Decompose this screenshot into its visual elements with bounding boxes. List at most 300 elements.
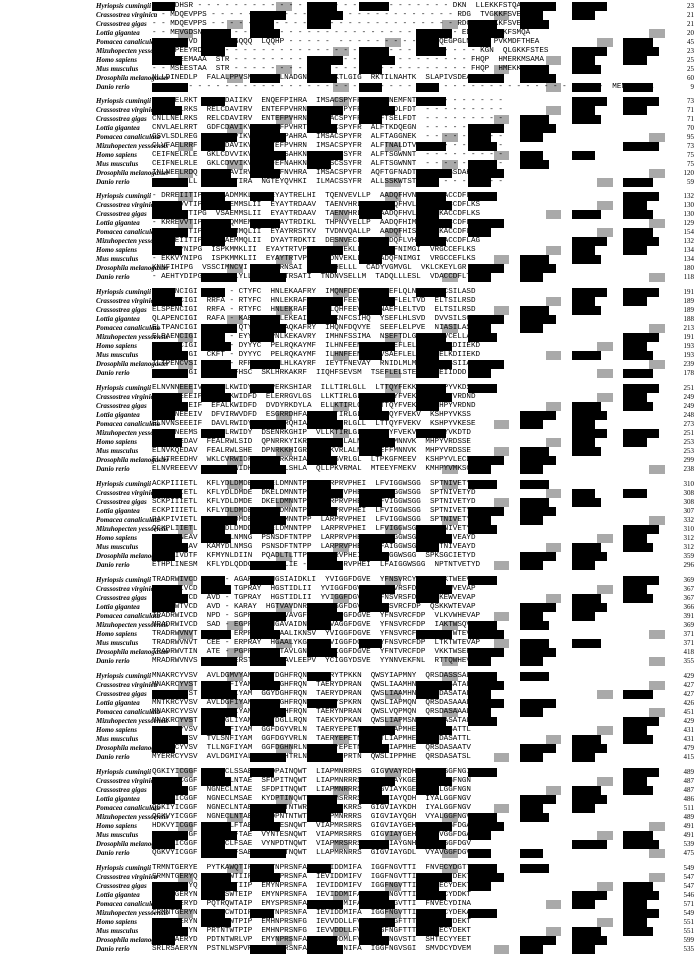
- sequence-row: SRMNTGERYQ PNTNTWTIIP EMYNPRSNFA IEVIDDMIFV IGGFNGVTTI FNVECYDEKT: [152, 873, 471, 881]
- sequence-row: ELNVNSEEEIF DAVLRWIDYD DPGRRQHIAQ LLKTIRLGLL LTTQYFVEKV KSHPYVKESE: [152, 420, 476, 428]
- species-name: Homo sapiens: [96, 151, 138, 159]
- conservation-shade: [468, 699, 504, 708]
- species-name: Lottia gigantea: [96, 219, 140, 227]
- residue-position: 23: [687, 47, 694, 55]
- conservation-shade: [623, 351, 653, 360]
- species-name: Mizuhopecten yessoensis: [96, 525, 169, 533]
- residue-position: 193: [683, 342, 694, 350]
- residue-position: 475: [683, 849, 694, 857]
- residue-position: 134: [683, 255, 694, 263]
- sequence-row: SRMNTGERYN PLTNSWTEIP EMYNPRSNFA IEVIDDMIFA IGGFNGVTTI FNVECYDDKT: [152, 891, 471, 899]
- conservation-shade: [572, 900, 595, 909]
- residue-position: 70: [687, 124, 694, 132]
- residue-position: 312: [683, 543, 694, 551]
- conservation-shade: [572, 47, 608, 56]
- species-name: Mus musculus: [96, 160, 139, 168]
- residue-position: 129: [683, 219, 694, 227]
- sequence-row: EICAENCIGI YKFA - CTYFC HNLEKAAFRY IMQNFDEVYS NSEFLQLNVE DVCSILASD: [152, 288, 476, 296]
- conservation-shade: [520, 151, 543, 160]
- species-name: Mus musculus: [96, 831, 139, 839]
- residue-position: 367: [683, 585, 694, 593]
- conservation-shade: [546, 489, 562, 498]
- sequence-row: FITPENCIGI HMITKDFHSC SKLHRKAKRF IIQHFSEVSM TSEFLELSTE HLLEIIDDD: [152, 369, 467, 377]
- sequence-row: ILTPENCVSI MGFA - RFREL EDLHLKAYRF IEYTFNEVAY RNIDLMLMSA DFYSSIIADH: [152, 360, 481, 368]
- conservation-shade: [649, 657, 665, 666]
- residue-position: 193: [683, 351, 694, 359]
- conservation-shade: [572, 795, 608, 804]
- conservation-shade: [623, 534, 646, 543]
- residue-position: 547: [683, 873, 694, 881]
- sequence-row: CSVLSDLREG RELCDAVIKV ESTEFPAHRA IMSACSPYFR ALFTAGGNEK - - - - - - - - -: [152, 133, 503, 141]
- conservation-shade: [572, 804, 595, 813]
- sequence-row: - AEHTYDIPG VSPDILYLLI QVAYTRSATI TNDNVSELLM TADQLLLESL VDACCDFLTS: [152, 273, 476, 281]
- conservation-shade: [649, 681, 665, 690]
- sequence-row: QGKIYICGGF NGNECLNTAE YYDPETNTWR LIAPMRKRRS GIGVIAYKDH IYALGGFNGV: [152, 804, 471, 812]
- conservation-shade: [597, 777, 613, 786]
- sequence-row: MHSRRCYVSV TVLSNFIYAM GGFDGYVRLN TAERYEPETN QWTLIAPMHE QRSDASATTL: [152, 735, 471, 743]
- residue-position: 479: [683, 744, 694, 752]
- sequence-row: MRADRWIVCD SAD - EGPRAY HGAVAIDNKV YVAGGFDGVE YFNSVRCFDP IAKTWSQVAP: [152, 621, 481, 629]
- species-name: Crassostrea virginica: [96, 201, 158, 209]
- conservation-shade: [623, 106, 646, 115]
- conservation-shade: [623, 840, 659, 849]
- species-name: Mus musculus: [96, 927, 139, 935]
- sequence-row: ELTPANCIGI RFFA - QTYFC HSLAQKAFRY IHQNFDQVYE SEEFLELPVE NIASILASD: [152, 324, 476, 332]
- species-name: Drosophila melanogaster: [96, 360, 169, 368]
- conservation-shade: [623, 47, 659, 56]
- conservation-shade: [572, 2, 608, 11]
- sequence-row: - NTREVVTIPG VSAEMMSLII EYAYTRDAAV TAENVHRLLP AADQFHVLGL VKACCDFLKS: [152, 210, 481, 218]
- species-name: Mus musculus: [96, 255, 139, 263]
- conservation-shade: [572, 351, 602, 360]
- conservation-shade: [572, 735, 602, 744]
- residue-position: 73: [687, 97, 694, 105]
- sequence-row: ELNVNSEEEIF EFALKWIDFD ELERRGVLGS LLKTIRLGLL LTTQYFVEKV KRHPYVRDND: [152, 393, 476, 401]
- sequence-row: - - - - - - - - - - - - - - - - - - - - - - - - - - - - - - - - - - - - - - - - - - - - - - - - - - MENFNSPTA: [152, 83, 654, 91]
- conservation-shade: [546, 927, 562, 936]
- conservation-shade: [546, 543, 562, 552]
- conservation-shade: [597, 393, 613, 402]
- species-name: Mizuhopecten yessoensis: [96, 909, 169, 917]
- conservation-shade: [520, 315, 556, 324]
- sequence-row: CEIFNELRLE GKLCDVVIKV NGFEFSAHKN ILCSCSSYFR ALFTSGWNNT - - - - - - - - -: [152, 151, 503, 159]
- sequence-row: - NQREVVTIPG VSPEMMQLII EYAYRRSTKV TVDNVQALLP AADQFHISGV VKACCDFLAC: [152, 228, 481, 236]
- residue-position: 120: [683, 169, 694, 177]
- sequence-row: - DRREIITIPG VSADMMKLII EYAYTRELHI TQENVEVLLP AADQFHVNGL VKACCDFLIS: [152, 192, 481, 200]
- conservation-shade: [623, 56, 646, 65]
- conservation-shade: [623, 918, 646, 927]
- residue-position: 371: [683, 630, 694, 638]
- residue-position: 180: [683, 264, 694, 272]
- conservation-shade: [597, 38, 613, 47]
- conservation-shade: [546, 594, 562, 603]
- conservation-shade: [468, 169, 504, 178]
- species-name: Lottia gigantea: [96, 795, 140, 803]
- residue-position: 307: [683, 507, 694, 515]
- conservation-shade: [468, 873, 504, 882]
- residue-position: 130: [683, 210, 694, 218]
- conservation-shade: [572, 498, 602, 507]
- sequence-row: MYERRCYVSV AVLDGMIYAL GGFDGHTRLN TAERYEPRTN QWSLIPPMHE QRSDASATSL: [152, 753, 471, 761]
- conservation-shade: [520, 255, 550, 264]
- residue-position: 426: [683, 699, 694, 707]
- sequence-row: CNVLAELRRT GDFCDAVIKV QSKRFPVHRT IMSACSPYFR ALFTKDQEGN - - - - - - - - -: [152, 124, 503, 132]
- species-name: Mizuhopecten yessoensis: [96, 429, 169, 437]
- species-name: Homo sapiens: [96, 246, 138, 254]
- conservation-shade: [520, 621, 550, 630]
- species-name: Hyriopsis cumingii: [96, 2, 152, 10]
- conservation-shade: [468, 822, 504, 831]
- sequence-row: TRADRWTVCD AVD - KARAY HGTVAVDNRV YVIGGFDGVE YFNSVRCFDP QSKKWTEVAP: [152, 603, 476, 611]
- conservation-shade: [468, 831, 491, 840]
- conservation-shade: [623, 576, 659, 585]
- species-name: Homo sapiens: [96, 534, 138, 542]
- residue-position: 308: [683, 489, 694, 497]
- conservation-shade: [520, 516, 543, 525]
- residue-position: 189: [683, 306, 694, 314]
- conservation-shade: [623, 210, 653, 219]
- conservation-shade: [572, 402, 602, 411]
- residue-position: 487: [683, 786, 694, 794]
- residue-position: 367: [683, 594, 694, 602]
- sequence-row: ACKPIIIETL KFLYDLDMDE DKELDMNNTPP LARPRVPHEI LFVIGGWSGG SPTNIVETYD: [152, 480, 476, 488]
- conservation-shade: [494, 945, 510, 954]
- sequence-row: - - MPEEYRD TT - - - - - - - - - - - - - - - - - - - - - - - - - - - - KGN QLGKKFSTES: [152, 47, 549, 55]
- conservation-shade: [623, 891, 659, 900]
- conservation-shade: [623, 393, 646, 402]
- residue-position: 213: [683, 324, 694, 332]
- species-name: Mus musculus: [96, 351, 139, 359]
- species-name: Crassostrea gigas: [96, 402, 147, 410]
- conservation-shade: [572, 447, 602, 456]
- sequence-row: DLNVKNEEMS FMAVLRWIDY DSENRKGHIP VLLKTIRLGL LTSQYFVEKV KSHPYVKDTD: [152, 429, 471, 437]
- species-name: Homo sapiens: [96, 918, 138, 926]
- residue-position: 249: [683, 402, 694, 410]
- conservation-shade: [649, 822, 665, 831]
- sequence-row: ELNVREEEVV FKAVLMWIDH NPDIRLSHLA QLLPKVRMAL MTEEYFMEKV KMHPYVMKSC: [152, 465, 471, 473]
- conservation-shade: [572, 97, 608, 106]
- conservation-shade: [649, 360, 665, 369]
- species-name: Lottia gigantea: [96, 29, 140, 37]
- conservation-shade: [546, 56, 562, 65]
- species-name: Lottia gigantea: [96, 699, 140, 707]
- conservation-shade: [623, 192, 659, 201]
- species-name: Danio rerio: [96, 178, 130, 186]
- conservation-shade: [572, 297, 595, 306]
- conservation-shade: [623, 900, 646, 909]
- species-name: Mizuhopecten yessoensis: [96, 47, 169, 55]
- conservation-shade: [468, 74, 504, 83]
- conservation-shade: [597, 918, 613, 927]
- residue-position: 451: [683, 708, 694, 716]
- residue-position: 25: [687, 56, 694, 64]
- residue-position: 431: [683, 735, 694, 743]
- sequence-row: QGKVYICGGF NGNECLMSAE KYDPTINQWT LIAPMSRRRS GIGVIAYQDH IYALGGFNGV: [152, 795, 471, 803]
- species-name: Danio rerio: [96, 753, 130, 761]
- sequence-row: - - MDQEVPPS - - - - - - - - - - - - - - - - - - - - - - - - - - - RDG QVGKKFSVEA: [152, 20, 526, 28]
- residue-position: 130: [683, 201, 694, 209]
- species-name: Danio rerio: [96, 369, 130, 377]
- sequence-row: KNNFIHIPG VSSCIMNCVI QYAYTRNSAI SESNVHELLL CADYVGMVGL VKLCKEYLGR: [152, 264, 467, 272]
- residue-position: 238: [683, 465, 694, 473]
- species-name: Pomacea canaliculata: [96, 612, 160, 620]
- conservation-shade: [572, 210, 602, 219]
- conservation-shade: [597, 831, 613, 840]
- sequence-row: METLISDSVD YTILGHGQQQ LQQHP - - - - - - - - - - - - - - QQ QEGPGLMEGT PVKMDFTHEA: [152, 38, 540, 46]
- sequence-row: - - MSEEMAAA STR - - - - - - - - - - - - - - - - - - - - - - - - - - FHQP HMERKMSAMA: [152, 56, 544, 64]
- sequence-row: ELSPENCIGI RRFA - RTYFC HNLEKRAFRY LLQHFEEVSL NAEFLELTVD ELTSILRSD: [152, 306, 476, 314]
- conservation-shade: [520, 561, 543, 570]
- conservation-shade: [520, 753, 543, 762]
- conservation-shade: [623, 142, 659, 151]
- conservation-shade: [572, 753, 595, 762]
- residue-position: 299: [683, 456, 694, 464]
- species-name: Crassostrea gigas: [96, 306, 147, 314]
- conservation-shade: [520, 133, 543, 142]
- sequence-row: - EKKVYNIPG ISPKMMKLII EYAYTRTVPI TPDNVEKLLA AADQFNIMGI VRGCCEFLKS: [152, 255, 476, 263]
- conservation-shade: [546, 106, 562, 115]
- conservation-shade: [572, 246, 595, 255]
- sequence-row: QGKVYICGGF NGNECLFSAE VYNPDTNQWT VIAPMRSRRS GVGVIAYGNH VYAVGGFDGV: [152, 840, 471, 848]
- conservation-shade: [468, 717, 498, 726]
- species-name: Crassostrea gigas: [96, 20, 147, 28]
- conservation-shade: [494, 804, 510, 813]
- species-name: Danio rerio: [96, 849, 130, 857]
- species-name: Mus musculus: [96, 447, 139, 455]
- conservation-shade: [572, 56, 595, 65]
- sequence-row: TRADRWIVCD AVD - TGPRAY HGSTIDLII YVIGGFDGVE YFNSVRSFDP MTKEWVEVAP: [152, 594, 476, 602]
- conservation-shade: [468, 708, 491, 717]
- conservation-shade: [520, 273, 543, 282]
- residue-position: 429: [683, 717, 694, 725]
- conservation-shade: [572, 106, 595, 115]
- residue-position: 132: [683, 237, 694, 245]
- conservation-shade: [649, 29, 665, 38]
- conservation-shade: [623, 342, 646, 351]
- sequence-row: ECKPIINEAV KAMYDLNMSG PSNSDFTNTPP LARPRVPHEI LFAIGGWSGG SPTNIVEAYD: [152, 543, 476, 551]
- conservation-shade: [597, 342, 613, 351]
- conservation-shade: [520, 744, 556, 753]
- residue-position: 248: [683, 411, 694, 419]
- conservation-shade: [597, 585, 613, 594]
- sequence-row: - - MDQEVPPS - - - - - - - - - - - - - - - - - - - - - - - - - - - RDG TVGKKFSVEA: [152, 11, 526, 19]
- alignment-block: [0, 384, 700, 474]
- conservation-shade: [546, 900, 562, 909]
- species-name: Homo sapiens: [96, 342, 138, 350]
- conservation-shade: [597, 228, 613, 237]
- conservation-shade: [468, 849, 491, 858]
- conservation-shade: [494, 420, 510, 429]
- species-name: Mizuhopecten yessoensis: [96, 813, 169, 821]
- sequence-row: CNLLNELRKS RELCDAVIRV ENTEFPVHRN IMSACSPYFR ALFTSELFDT - - - - - - - - -: [152, 115, 503, 123]
- conservation-shade: [623, 489, 646, 498]
- conservation-shade: [520, 74, 556, 83]
- species-name: Pomacea canaliculata: [96, 38, 160, 46]
- conservation-shade: [572, 237, 608, 246]
- sequence-row: TRADRWIVCD ALD - AGARAY HGSIAIDKLI YVIGGFDGVE YFNSVRCYDP VSKTWEEVAP: [152, 576, 481, 584]
- sequence-row: INLNEELRDQ NLLCDAVIRV GEDVFNVHRA IMSACSPYFR AQFTGFNADT PGCVDGSDAK: [152, 169, 471, 177]
- conservation-shade: [572, 891, 608, 900]
- conservation-shade: [623, 882, 653, 891]
- residue-position: 308: [683, 498, 694, 506]
- species-name: Crassostrea virginica: [96, 585, 158, 593]
- sequence-row: ELNVNNEEEIV DFALKWIDYD DPERKSHIAR ILLTIRLGLL LTTQYFEKKV KTHPYVKDSD: [152, 384, 476, 392]
- residue-position: 75: [687, 160, 694, 168]
- conservation-shade: [494, 306, 510, 315]
- residue-position: 71: [687, 115, 694, 123]
- sequence-row: - KRREVVTIPG VSPQMMEMII EYAYTRDIKL THPNVYELLP AADQFHIMGV VKACCDFLLS: [152, 219, 481, 227]
- species-name: Lottia gigantea: [96, 891, 140, 899]
- sequence-row: QLAPENCIGI RAFA - KAEFC HTLEKEAIRY IIKNFCSIHQ YSEFLHLSVD DVVSILSCD: [152, 315, 476, 323]
- sequence-row: TRADRWIVCD NPD - SGPRAY HGIVAVGFKI YVIGGFDGVE YFNSVRCFDP VLKVWHEVAP: [152, 612, 481, 620]
- conservation-shade: [597, 369, 613, 378]
- sequence-row: TRADRWIVCD AVD - TGPRAY HGSTIDLII YVIGGFDGVE YFNSVRSFDP MTKEWVEVAP: [152, 585, 476, 593]
- conservation-shade: [623, 288, 659, 297]
- conservation-shade: [597, 726, 613, 735]
- conservation-shade: [649, 273, 665, 282]
- residue-position: 427: [683, 690, 694, 698]
- conservation-shade: [623, 369, 653, 378]
- sequence-row: NRLRSAERYN PRTNTWTPIP EMHNPRSNFG IEVVDDLLFV VGGFNGFTTT FNVECYDEKT: [152, 918, 471, 926]
- sequence-row: AAKPIIVDTF KFMYNLDIIN PQADLTLTTP LARPRVPHEI LFAIGGWSGG SPKSGCIETYD: [152, 552, 476, 560]
- sequence-row: QGKVYICGGF NGTECLFSAE VYDPETNQWT LLAPMRNRRS GIGVIAYGDL VYAVGGFDGV: [152, 849, 471, 857]
- conservation-shade: [520, 124, 556, 133]
- residue-position: 75: [687, 151, 694, 159]
- species-name: Danio rerio: [96, 561, 130, 569]
- species-name: Mizuhopecten yessoensis: [96, 621, 169, 629]
- species-name: Hyriopsis cumingii: [96, 672, 152, 680]
- conservation-shade: [623, 717, 659, 726]
- species-name: Crassostrea virginica: [96, 106, 158, 114]
- conservation-shade: [468, 264, 504, 273]
- species-name: Danio rerio: [96, 657, 130, 665]
- residue-position: 312: [683, 534, 694, 542]
- conservation-shade: [597, 534, 613, 543]
- conservation-shade: [623, 178, 653, 187]
- sequence-row: ETHPLINESM KFLYDLQDDG PISSLLIE - R LARPRVPHEI LFAIGGWSGG NPTNTVETYD: [152, 561, 481, 569]
- conservation-shade: [520, 447, 550, 456]
- conservation-shade: [494, 753, 510, 762]
- sequence-row: MNAKRCYVSV AVLDGMVYAM GGYDGHFRQN TAERYTPKKN QWSYIAPMNY QRSDASSSAL: [152, 672, 471, 680]
- species-name: Drosophila melanogaster: [96, 648, 169, 656]
- conservation-shade: [520, 115, 550, 124]
- residue-position: 273: [683, 420, 694, 428]
- residue-position: 132: [683, 192, 694, 200]
- species-name: Lottia gigantea: [96, 411, 140, 419]
- conservation-shade: [623, 402, 653, 411]
- species-name: Danio rerio: [96, 83, 130, 91]
- conservation-shade: [520, 456, 556, 465]
- residue-position: 549: [683, 864, 694, 872]
- conservation-shade: [468, 909, 498, 918]
- species-name: Crassostrea gigas: [96, 690, 147, 698]
- sequence-row: MNTKRCYVSV AVLDGFIYAM GGYDGHFRQN TAERYSPKRN QWSLIAPMQN QRSDASAAAL: [152, 699, 471, 707]
- residue-position: 71: [687, 106, 694, 114]
- species-name: Pomacea canaliculata: [96, 900, 160, 908]
- conservation-shade: [649, 516, 665, 525]
- residue-position: 371: [683, 639, 694, 647]
- conservation-shade: [520, 804, 543, 813]
- residue-position: 359: [683, 552, 694, 560]
- species-name: Crassostrea gigas: [96, 210, 147, 218]
- sequence-row: ELSPENCIGI RRFA - RTYFC HNLEKRAFRY LLQHFEEVSL NAEFLELTVD ELTSILRSD: [152, 297, 476, 305]
- conservation-shade: [468, 690, 491, 699]
- residue-position: 178: [683, 369, 694, 377]
- conservation-shade: [623, 585, 646, 594]
- sequence-row: ECKPIINEAV KAMYDLNMNG PSNSDFTNTPP LARPRVPHEI LFAIGGWSGG SPTNIVEAYD: [152, 534, 476, 542]
- residue-position: 45: [687, 38, 694, 46]
- conservation-shade: [520, 639, 550, 648]
- species-name: Lottia gigantea: [96, 124, 140, 132]
- conservation-shade: [520, 936, 556, 945]
- conservation-shade: [520, 612, 543, 621]
- species-name: Pomacea canaliculata: [96, 804, 160, 812]
- alignment-block: [0, 2, 700, 92]
- conservation-shade: [623, 297, 646, 306]
- conservation-shade: [520, 849, 543, 858]
- conservation-shade: [572, 936, 608, 945]
- conservation-shade: [520, 795, 556, 804]
- species-name: Mus musculus: [96, 639, 139, 647]
- species-name: Crassostrea gigas: [96, 786, 147, 794]
- species-name: Mizuhopecten yessoensis: [96, 333, 169, 341]
- species-name: Drosophila melanogaster: [96, 744, 169, 752]
- conservation-shade: [468, 681, 504, 690]
- sequence-row: SRMNTGERYD PQTRQWTAIP EMYSPRSNFA IEVIDDMIFA IGGFNGVTTI FNVECYDINA: [152, 900, 471, 908]
- residue-position: 489: [683, 768, 694, 776]
- sequence-row: MNAKRCYVST TVLDGFIYAM GGYDGHFRQN TAERYDPRAN QWSLIAAMHN QRSDASATAL: [152, 681, 471, 689]
- conservation-shade: [520, 507, 556, 516]
- residue-position: 253: [683, 438, 694, 446]
- residue-position: 549: [683, 909, 694, 917]
- conservation-shade: [649, 169, 665, 178]
- conservation-shade: [494, 447, 510, 456]
- species-name: Hyriopsis cumingii: [96, 288, 152, 296]
- species-name: Homo sapiens: [96, 630, 138, 638]
- sequence-row: MEMDWDHSR - - - - - - - - - - - - - - - - - - - - - - - - - - - - DKN LLEKKFSTQA: [152, 2, 522, 10]
- sequence-row: QGKVYICGGF NGNECLNTAE KYDPNTNTWT CFAPMNRRRS GIGVIAYQGH VYALGGFNGV: [152, 813, 471, 821]
- residue-position: 551: [683, 918, 694, 926]
- conservation-shade: [572, 603, 608, 612]
- species-name: Drosophila melanogaster: [96, 264, 169, 272]
- conservation-shade: [572, 438, 595, 447]
- species-name: Crassostrea virginica: [96, 873, 158, 881]
- sequence-row: TRADRWVNVT CEE - ERPRAY HGAALIKNSV YVIGGFDGVE YFNSVRCFDP LTRTWTEVAP: [152, 630, 481, 638]
- conservation-shade: [572, 927, 602, 936]
- conservation-shade: [520, 160, 550, 169]
- residue-position: 9: [690, 83, 694, 91]
- species-name: Pomacea canaliculata: [96, 228, 160, 236]
- residue-position: 418: [683, 648, 694, 656]
- species-name: Pomacea canaliculata: [96, 133, 160, 141]
- residue-position: 546: [683, 891, 694, 899]
- conservation-shade: [623, 768, 659, 777]
- conservation-shade: [623, 246, 646, 255]
- residue-position: 154: [683, 228, 694, 236]
- conservation-shade: [520, 648, 556, 657]
- conservation-shade: [468, 768, 498, 777]
- species-name: Hyriopsis cumingii: [96, 192, 152, 200]
- conservation-shade: [623, 735, 653, 744]
- residue-position: 391: [683, 612, 694, 620]
- sequence-row: QGKIYICGGF NGNECLSSAE MYDPAINQWT LIAPMNRRRS GIGVVAYRDH IYALGGFNGI: [152, 768, 471, 776]
- alignment-block: [0, 576, 700, 666]
- conservation-shade: [572, 65, 602, 74]
- conservation-shade: [623, 690, 653, 699]
- conservation-shade: [649, 708, 665, 717]
- conservation-shade: [520, 465, 543, 474]
- conservation-shade: [546, 246, 562, 255]
